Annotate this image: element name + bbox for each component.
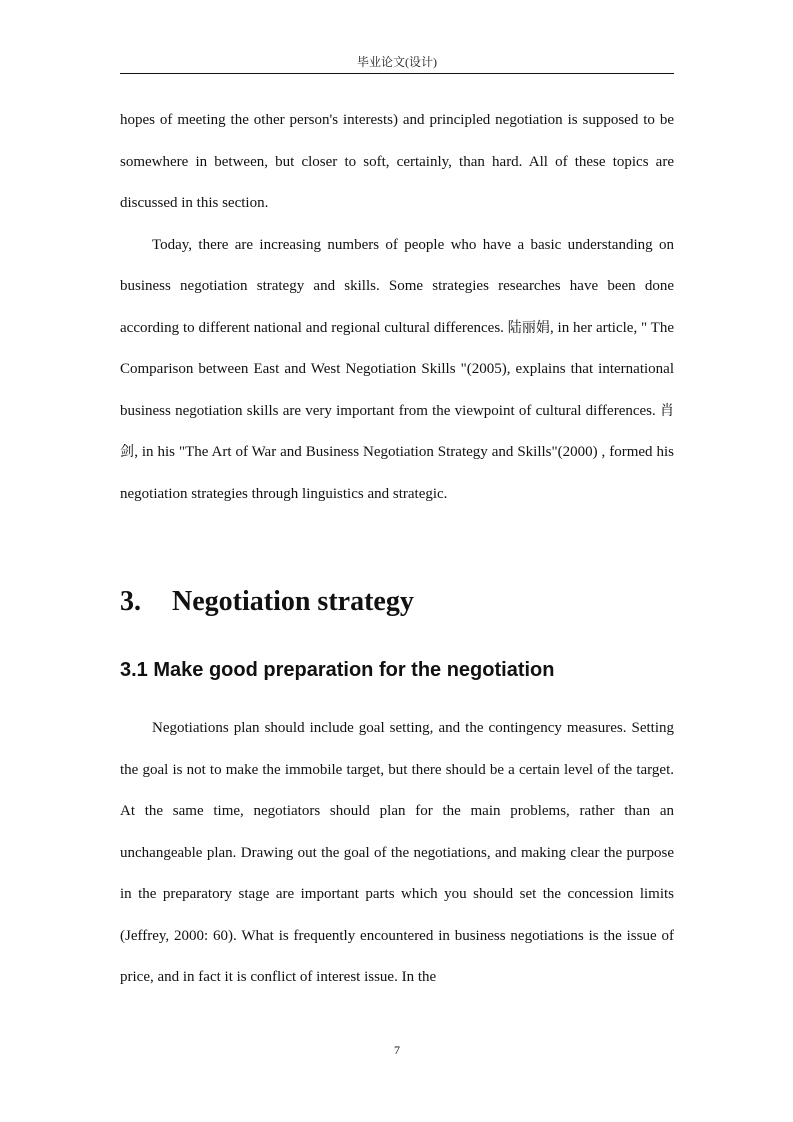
intro-text [120,100,674,515]
paragraph-continuation: hopes of meeting the other person's interests) and principled negotiation is supposed to be somewhere in between, but closer to soft, certainly, than hard. All of these topics are discussed in this section. [120,112,674,211]
paragraph-preparation: Negotiations plan should include goal setting, and the contingency measures. Setting the goal is not to make the immobile target, but there should be a certain level of the target. At the same time, negotiators should plan for the main problems, rather than an unchangeable plan. Drawing out the goal of the negotiations, and making clear the purpose in the preparatory stage are important parts which you should set the concession limits (Jeffrey, 2000: 60). What is frequently encountered in business negotiations is the issue of price, and in fact it is conflict of interest issue. In the [120,720,674,985]
running-header: 毕业论文(设计) [357,55,437,69]
author-name-xiao: 肖剑 [120,402,674,460]
body-text [120,708,674,999]
section-heading [120,584,414,620]
header-rule [120,73,674,74]
paragraph-text-a: Today, there are increasing numbers of people who have a basic understanding on business negotiation strategy and skills. Some strategies researches have been done according to different national and regional cultural differences. [120,236,674,336]
subsection-heading: 3.1 Make good preparation for the negotiation [120,659,555,681]
section-number: 3. [120,586,141,617]
paragraph-text-b: , in her article, " The Comparison between East and West Negotiation Skills "(2005), explains that international business negotiation skills are very important from the viewpoint of cultural differences. [120,319,675,419]
page-number: 7 [394,1043,400,1057]
paragraph-literature [120,225,674,516]
section-title: Negotiation strategy [172,586,414,617]
paragraph-text-c: , in his "The Art of War and Business Negotiation Strategy and Skills"(2000) , formed his negotiation strategies through linguistics and strategic. [120,444,675,502]
author-name-lu: 陆丽娟 [507,319,550,336]
